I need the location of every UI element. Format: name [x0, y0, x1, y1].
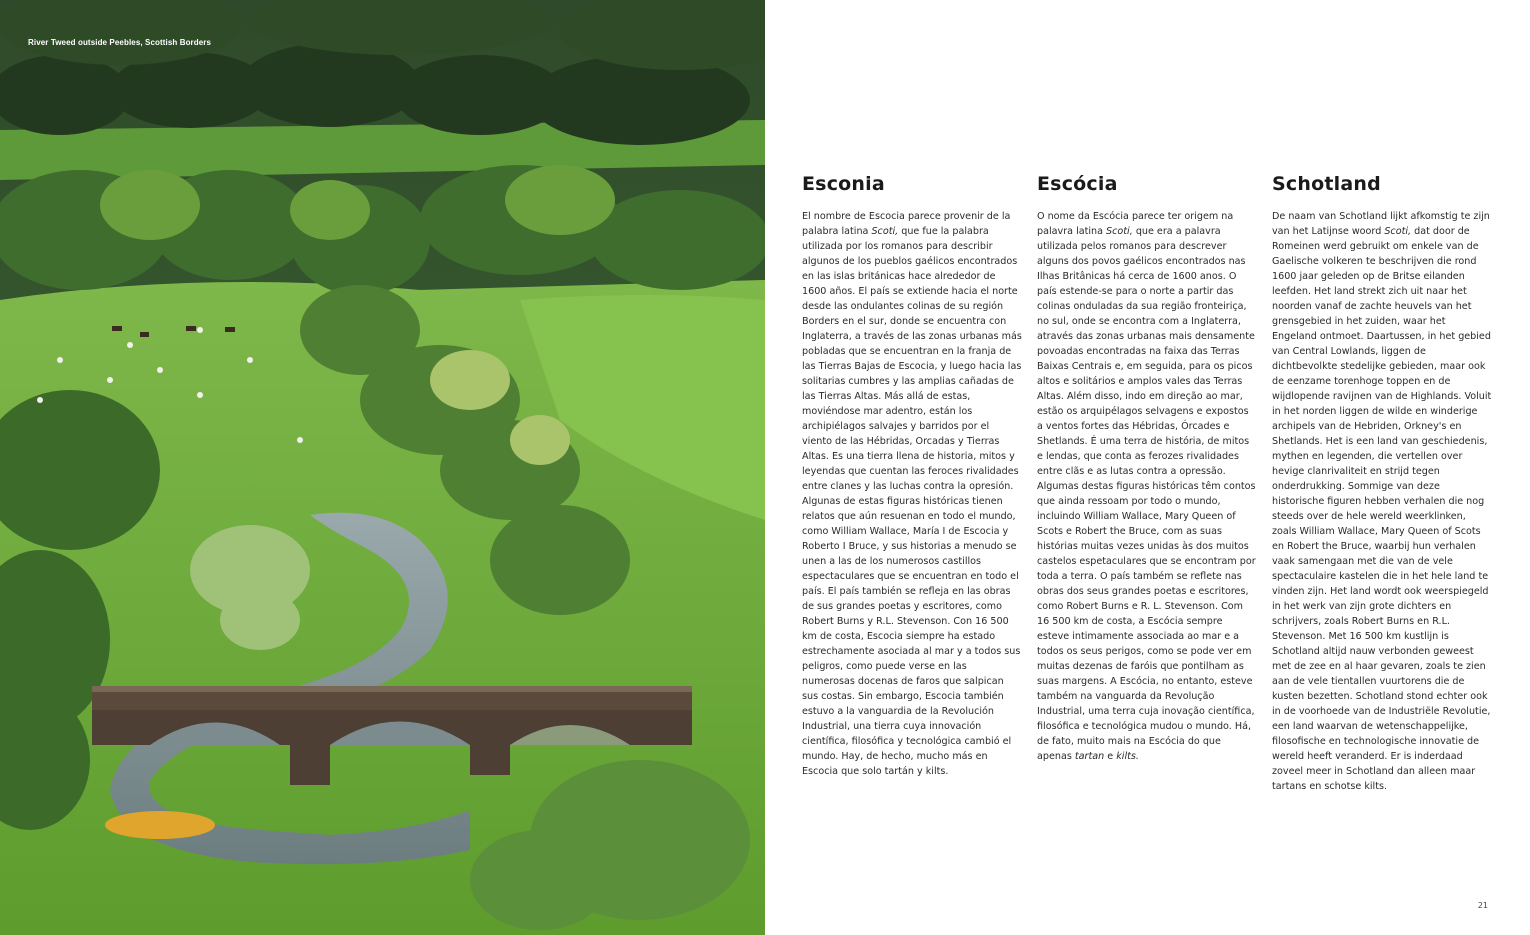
text-page: [765, 0, 1530, 935]
column-portuguese: [1037, 173, 1257, 764]
text-segment: que era a palavra utilizada pelos romanos para descrever alguns dos povos gaélicos encontrados nas Ilhas Britânicas há cerca de 1600 anos. O país estende-se para o norte a partir das colinas onduladas da sua região fronteiriça, no sul, onde se encontra com a Inglaterra, através das zonas urbanas mais densamente povoadas encontradas na faixa das Terras Baixas Centrais e, em seguida, para os picos altos e solitários e amplos vales das Terras Altas. Além disso, indo em direção ao mar, estão os arquipélagos selvagens e expostos a ventos fortes das Hébridas, Órcades e Shetlands. É uma terra de história, de mitos e lendas, que conta as ferozes rivalidades entre clãs e as lutas contra a opressão. Algumas destas figuras históricas têm contos que ainda ressoam por todo o mundo, incluindo William Wallace, Mary Queen of Scots e Robert the Bruce, com as suas histórias muitas vezes unidas às dos muitos castelos espetaculares que se encontram por toda a terra. O país também se reflete nas obras dos seus grandes poetas e escritores, como Robert Burns e R. L. Stevenson. Com 16 500 km de costa, a Escócia sempre esteve intimamente associada ao mar e a todos os seus perigos, como se pode ver em muitas dezenas de faróis que pontilham as suas margens. A Escócia, no entanto, esteve também na vanguarda da Revolução Industrial, uma terra cuja inovação científica, filosófica e tecnológica mudou o mundo. Há, de fato, muito mais na Escócia do que apenas: [1037, 226, 1256, 762]
column-body: [802, 209, 1022, 779]
text-segment: e: [1104, 751, 1117, 762]
column-body: [1037, 209, 1257, 764]
italic-term: Scoti,: [1106, 226, 1133, 237]
column-title: Esconia: [802, 173, 885, 195]
text-segment: que fue la palabra utilizada por los romanos para describir algunos de los pueblos gaélicos encontrados en las islas británicas hace alrededor de 1600 años. El país se extiende hacia el norte desde las ondulantes colinas de su región Borders en el sur, donde se encuentra con Inglaterra, a través de las zonas urbanas más pobladas que se encuentran en la franja de las Tierras Bajas de Escocia, y luego hacia las solitarias cumbres y las amplias cañadas de las Tierras Altas. Más allá de estas, moviéndose mar adentro, están los archipiélagos salvajes y barridos por el viento de las Hébridas, Orcadas y Tierras Altas. Es una tierra llena de historia, mitos y leyendas que cuentan las feroces rivalidades entre clanes y las luchas contra la opresión. Algunas de estas figuras históricas tienen relatos que aún resuenan en todo el mundo, como William Wallace, María I de Escocia y Roberto I Bruce, y sus historias a menudo se unen a las de los numerosos castillos espectaculares que se encuentran en todo el país. El país también se refleja en las obras de sus grandes poetas y escritores, como Robert Burns y R.L. Stevenson. Con 16 500 km de costa, Escocia siempre ha estado estrechamente asociada al mar y a todos sus peligros, como puede verse en las numerosas docenas de faros que salpican sus costas. Sin embargo, Escocia también estuvo a la vanguardia de la Revolución Industrial, una tierra cuya innovación científica, filosófica y tecnológica cambió el mundo. Hay, de hecho, mucho más en Escocia que solo tartán y kilts.: [802, 226, 1022, 777]
italic-term: kilts.: [1116, 751, 1139, 762]
column-dutch: [1272, 173, 1492, 794]
page-number: 21: [1477, 901, 1488, 910]
column-body: [1272, 209, 1492, 794]
photo-caption: River Tweed outside Peebles, Scottish Borders: [28, 38, 212, 47]
text-segment: dat door de Romeinen werd gebruikt om enkele van de Gaelische volkeren te beschrijven die rond 1600 jaar geleden op de Britse eilanden leefden. Het land strekt zich uit naar het noorden vanaf de zachte heuvels van het grensgebied in het zuiden, waar het Engeland ontmoet. Daartussen, in het gebied van Central Lowlands, liggen de dichtbevolkte stedelijke gebieden, maar ook de eenzame torenhoge toppen en de wijdlopende ravijnen van de Highlands. Voluit in het norden liggen de wilde en winderige archipels van de Hebriden, Orkney's en Shetlands. Het is een land van geschiedenis, mythen en legenden, die vertellen over hevige clanrivaliteit en strijd tegen onderdrukking. Sommige van deze historische figuren hebben verhalen die nog steeds over de hele wereld weerklinken, zoals William Wallace, Mary Queen of Scots en Robert the Bruce, waarbij hun verhalen vaak samengaan met die van de vele spectaculaire kastelen die in het hele land te vinden zijn. Het land wordt ook weerspiegeld in het werk van zijn grote dichters en schrijvers, zoals Robert Burns en R.L. Stevenson. Met 16 500 km kustlijn is Schotland altijd nauw verbonden geweest met de zee en al haar gevaren, zoals te zien aan de vele tientallen vuurtorens die de kusten bezetten. Schotland stond echter ook in de voorhoede van de Industriële Revolutie, een land waarvan de wetenschappelijke, filosofische en technologische innovatie de wereld heeft veranderd. Er is inderdaad zoveel meer in Schotland dan alleen maar tartans en schotse kilts.: [1272, 226, 1492, 792]
text-segment: El nombre de Escocia parece provenir de la palabra latina: [802, 211, 1011, 237]
column-title: Schotland: [1272, 173, 1381, 195]
text-segment: O nome da Escócia parece ter origem na palavra latina: [1037, 211, 1234, 237]
column-spanish: [802, 173, 1022, 779]
italic-term: tartan: [1074, 751, 1105, 762]
italic-term: Scoti,: [1384, 226, 1412, 237]
italic-term: Scoti,: [871, 226, 899, 237]
column-title: Escócia: [1037, 173, 1118, 195]
text-segment: De naam van Schotland lijkt afkomstig te zijn van het Latijnse woord: [1272, 211, 1490, 237]
